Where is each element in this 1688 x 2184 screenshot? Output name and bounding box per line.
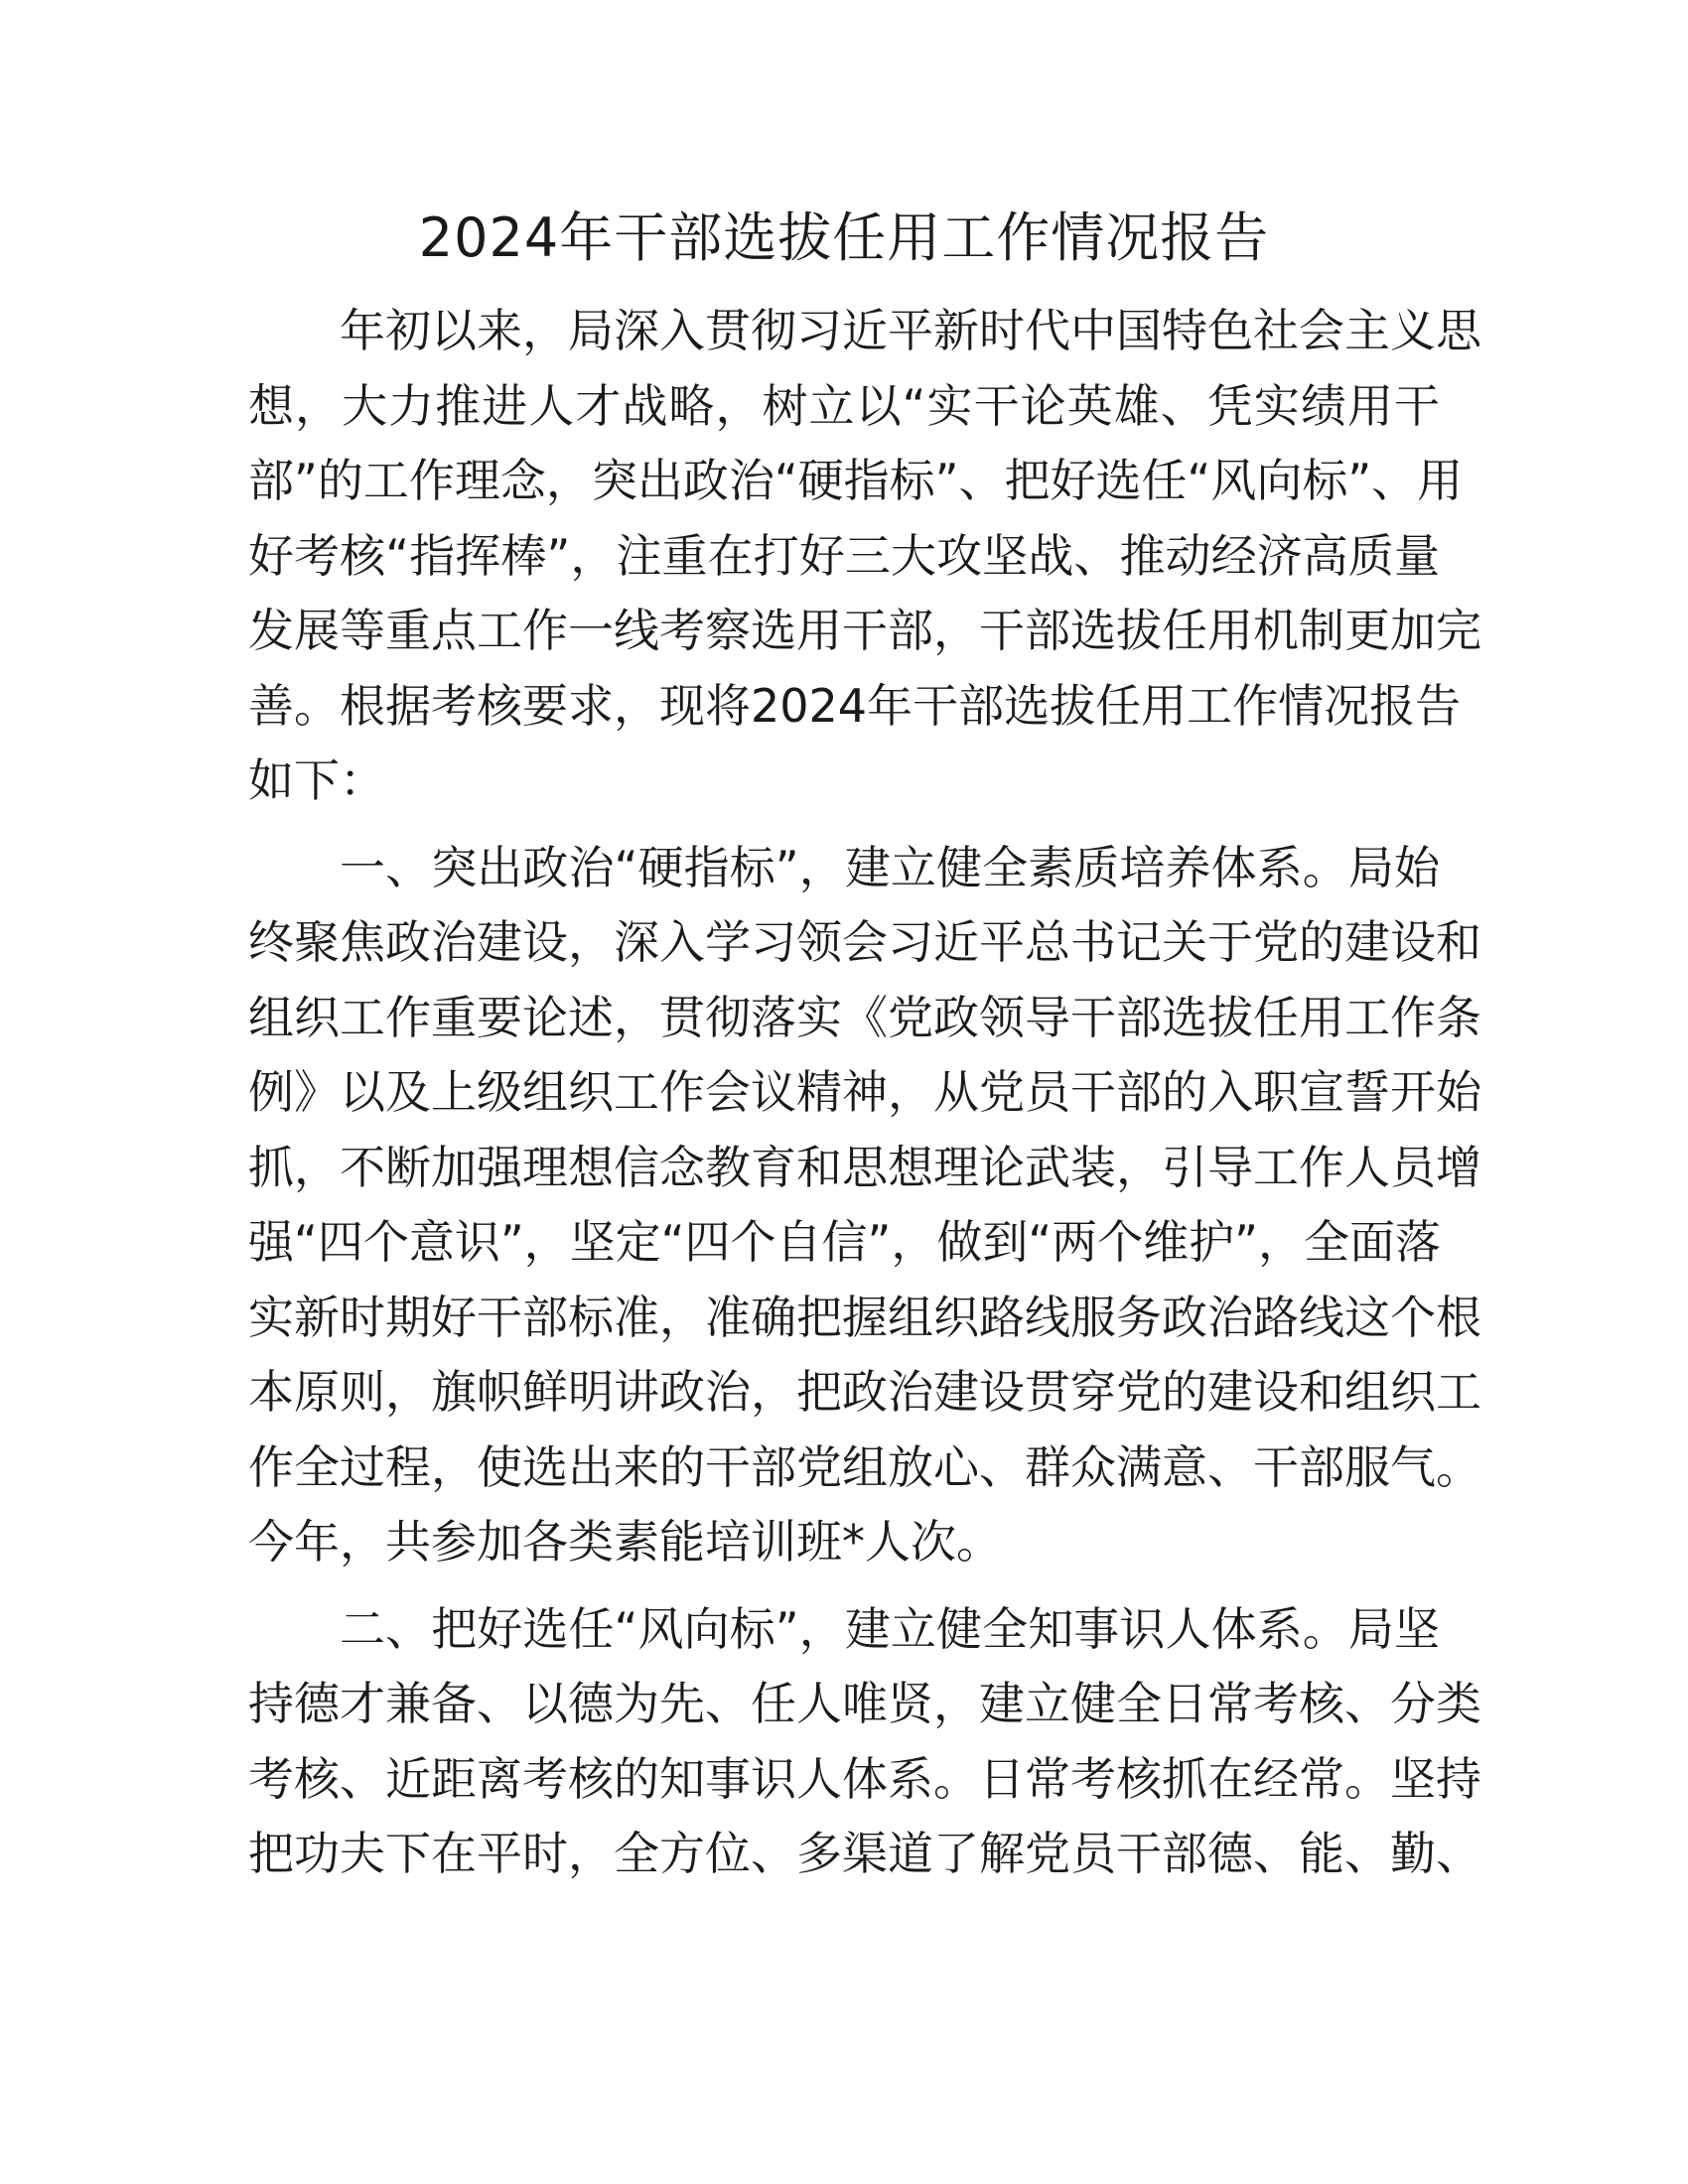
text-line: 如下：	[248, 753, 385, 807]
text-line: 强“四个意识”，坚定“四个自信”，做到“两个维护”，全面落	[248, 1215, 1441, 1269]
document-body	[248, 294, 1481, 1904]
text-line: 发展等重点工作一线考察选用干部，干部选拔任用机制更加完	[248, 604, 1481, 657]
text-line: 部”的工作理念，突出政治“硬指标”、把好选任“风向标”、用	[248, 454, 1464, 507]
text-line: 把功夫下在平时，全方位、多渠道了解党员干部德、能、勤、	[248, 1827, 1481, 1880]
text-line: 二、把好选任“风向标”，建立健全知事识人体系。局坚	[340, 1601, 1440, 1656]
text-line: 考核、近距离考核的知事识人体系。日常考核抓在经常。坚持	[248, 1751, 1481, 1806]
text-line: 好考核“指挥棒”，注重在打好三大攻坚战、推动经济高质量	[248, 528, 1440, 583]
text-line: 一、突出政治“硬指标”，建立健全素质培养体系。局始	[340, 840, 1440, 894]
text-line: 今年，共参加各类素能培训班*人次。	[248, 1515, 1002, 1569]
paragraph-section-two	[248, 1592, 1481, 1892]
text-line: 持德才兼备、以德为先、任人唯贤，建立健全日常考核、分类	[248, 1677, 1481, 1730]
text-line: 组织工作重要论述，贯彻落实《党政领导干部选拔任用工作条	[248, 990, 1481, 1044]
text-line: 想，大力推进人才战略，树立以“实干论英雄、凭实绩用干	[248, 378, 1440, 433]
text-line: 抓，不断加强理想信念教育和思想理论武装，引导工作人员增	[248, 1140, 1481, 1194]
paragraph-intro	[248, 294, 1481, 819]
text-line: 作全过程，使选出来的干部党组放心、群众满意、干部服气。	[248, 1439, 1481, 1494]
paragraph-section-one	[248, 831, 1481, 1580]
text-line: 善。根据考核要求，现将2024年干部选拔任用工作情况报告	[248, 678, 1462, 733]
document-title: 2024年干部选拔任用工作情况报告	[418, 206, 1270, 269]
text-line: 例》以及上级组织工作会议精神，从党员干部的入职宣誓开始	[248, 1065, 1481, 1119]
text-line: 年初以来，局深入贯彻习近平新时代中国特色社会主义思	[340, 304, 1481, 357]
text-line: 终聚焦政治建设，深入学习领会习近平总书记关于党的建设和	[248, 915, 1481, 969]
text-line: 实新时期好干部标准，准确把握组织路线服务政治路线这个根	[248, 1290, 1481, 1344]
text-line: 本原则，旗帜鲜明讲政治，把政治建设贯穿党的建设和组织工	[248, 1365, 1481, 1419]
